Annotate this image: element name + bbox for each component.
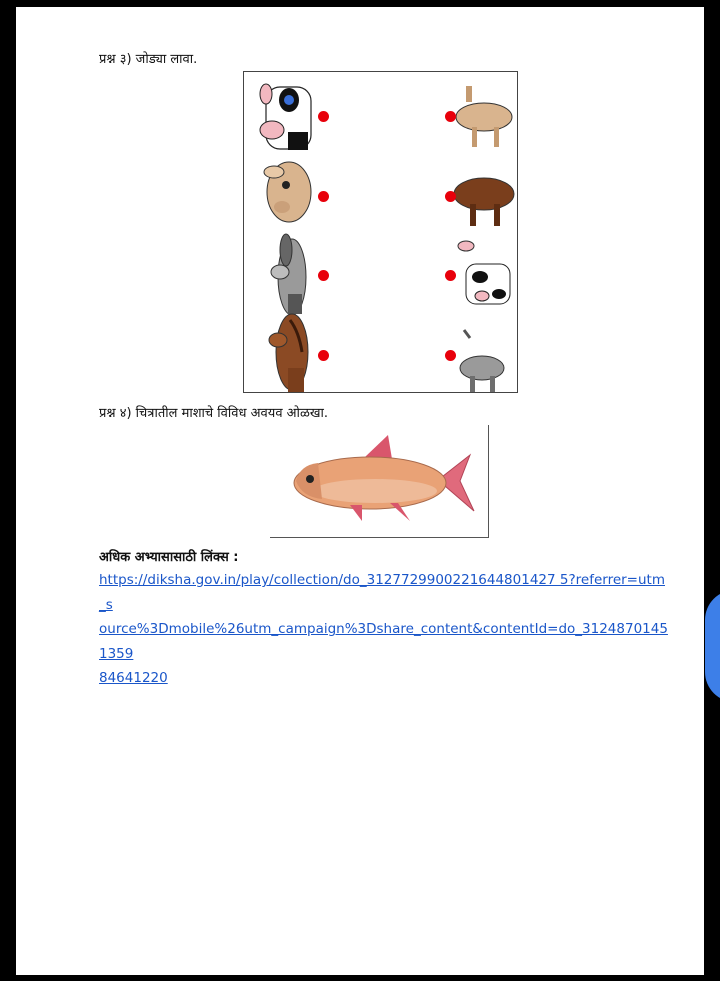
match-dot-left-1[interactable] [318, 111, 329, 122]
cow-head-picture [260, 84, 311, 150]
side-panel-tab[interactable] [705, 590, 720, 702]
match-dot-left-3[interactable] [318, 270, 329, 281]
match-dot-right-2[interactable] [445, 191, 456, 202]
link-line-2[interactable]: ource%3Dmobile%26utm_campaign%3Dshare_content&contentId=do_31248701451359 [99, 621, 668, 662]
match-dot-right-1[interactable] [445, 111, 456, 122]
diksha-link[interactable] [99, 568, 669, 691]
matching-exercise-image [243, 71, 518, 393]
match-dot-left-2[interactable] [318, 191, 329, 202]
link-line-1[interactable]: https://diksha.gov.in/play/collection/do_3127729900221644801427 5?referrer=utm_s [99, 572, 665, 613]
goat-head-picture [264, 162, 311, 222]
links-heading: अधिक अभ्यासासाठी लिंक्स : [99, 550, 239, 565]
match-dot-right-4[interactable] [445, 350, 456, 361]
donkey-head-picture [271, 234, 306, 315]
link-line-3[interactable]: 84641220 [99, 670, 168, 686]
match-dot-right-3[interactable] [445, 270, 456, 281]
fish-image [270, 425, 489, 538]
horse-head-picture [269, 314, 308, 392]
question-3-title: प्रश्न ३) जोड्या लावा. [99, 52, 198, 67]
match-dot-left-4[interactable] [318, 350, 329, 361]
cow-body-picture [458, 241, 510, 304]
goat-body-picture [456, 86, 512, 147]
document-page [16, 7, 704, 975]
donkey-body-picture [460, 330, 504, 392]
question-4-title: प्रश्न ४) चित्रातील माशाचे विविध अवयव ओळखा. [99, 406, 328, 421]
horse-body-picture [454, 178, 514, 226]
